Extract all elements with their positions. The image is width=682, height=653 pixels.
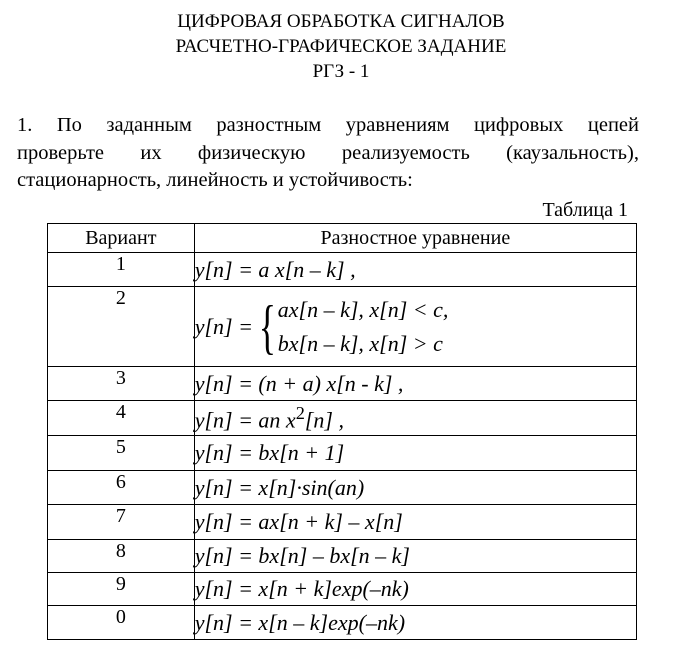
- equation-cell: y[n] = a x[n – k] ,: [194, 253, 636, 287]
- table-caption: Таблица 1: [542, 199, 628, 221]
- task-line-3: стационарность, линейность и устойчивость:: [17, 169, 413, 191]
- equation-exponent: 2: [295, 402, 305, 423]
- table-row: [48, 401, 637, 436]
- variant-cell: 6: [48, 471, 195, 505]
- equations-table: [47, 223, 637, 640]
- variant-cell: 5: [48, 436, 195, 471]
- variant-cell: 4: [48, 401, 195, 436]
- equation-cell: y[n] = x[n – k]exp(–nk): [194, 606, 636, 640]
- variant-cell: 8: [48, 540, 195, 573]
- table-row: [48, 606, 637, 640]
- table-row: [48, 253, 637, 287]
- variant-cell: 0: [48, 606, 195, 640]
- equation-case: ax[n – k], x[n] < c,: [277, 296, 449, 322]
- table-row: [48, 573, 637, 606]
- table-row: [48, 540, 637, 573]
- equation-cell: y[n] = ax[n + k] – x[n]: [194, 505, 636, 540]
- header-line-3: РГЗ - 1: [312, 61, 370, 82]
- equation-cell: y[n] = bx[n + 1]: [194, 436, 636, 471]
- table-row: [48, 367, 637, 401]
- table-row: [48, 287, 637, 367]
- variant-cell: 2: [48, 287, 195, 367]
- equation-cases: [278, 293, 449, 361]
- table-row: [48, 436, 637, 471]
- equation-cell: y[n] = bx[n] – bx[n – k]: [194, 540, 636, 573]
- equation-case: bx[n – k], x[n] > c: [277, 330, 443, 356]
- variant-cell: 3: [48, 367, 195, 401]
- table-header-row: [48, 224, 637, 253]
- table-row: [48, 505, 637, 540]
- task-line-1: 1. По заданным разностным уравнениям цифровых цепей: [17, 114, 639, 136]
- equation-cell: y[n] = x[n]·sin(an): [194, 471, 636, 505]
- header-line-2: РАСЧЕТНО-ГРАФИЧЕСКОЕ ЗАДАНИЕ: [175, 36, 507, 57]
- equation-cell: [194, 401, 636, 436]
- table-row: [48, 471, 637, 505]
- header-line-1: ЦИФРОВАЯ ОБРАБОТКА СИГНАЛОВ: [177, 11, 505, 32]
- column-header-equation: Разностное уравнение: [194, 224, 636, 253]
- piecewise-equation: [195, 293, 636, 361]
- equation-cell: y[n] = (n + a) x[n - k] ,: [194, 367, 636, 401]
- variant-cell: 1: [48, 253, 195, 287]
- variant-cell: 9: [48, 573, 195, 606]
- equation-part: y[n] = an x: [194, 407, 296, 433]
- column-header-variant: Вариант: [48, 224, 195, 253]
- equation-cell: [194, 287, 636, 367]
- equation-cell: y[n] = x[n + k]exp(–nk): [194, 573, 636, 606]
- equation-lhs: y[n] =: [194, 313, 253, 339]
- brace-symbol: {: [258, 293, 276, 360]
- task-line-2: проверьте их физическую реализуемость (каузальность),: [17, 142, 639, 164]
- equation-part: [n] ,: [304, 407, 344, 433]
- variant-cell: 7: [48, 505, 195, 540]
